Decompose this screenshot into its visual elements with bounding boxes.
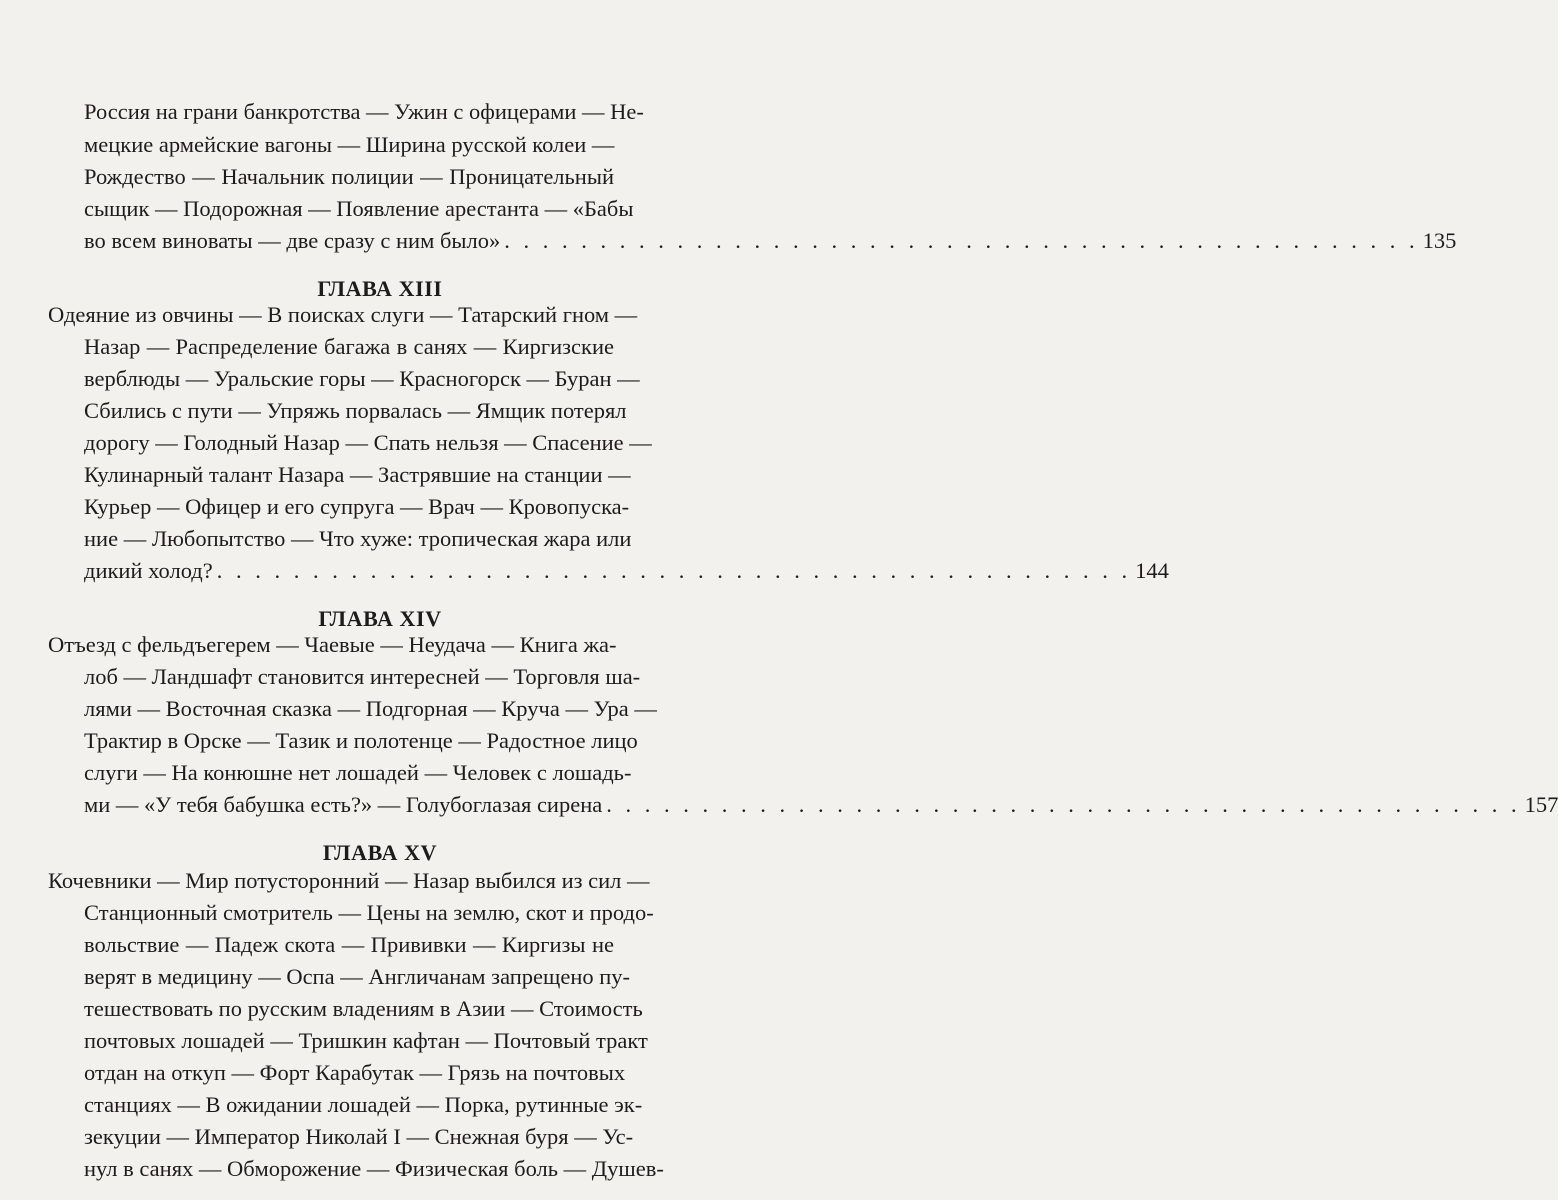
toc-line: дорогу — Голодный Назар — Спать нельзя — Спасение —	[84, 430, 652, 455]
toc-line: ние — Любопытство — Что хуже: тропическая жара или	[84, 526, 632, 551]
toc-line: лями — Восточная сказка — Подгорная — Круча — Ура —	[84, 696, 657, 721]
dot-leader: . . . . . . . . . . . . . . . . . . . . . . . . . . . . . . . . . . . . . . . . . . . . . . . .	[606, 792, 1521, 817]
toc-line: сыщик — Подорожная — Появление арестанта — «Бабы	[84, 196, 634, 221]
toc-line: Курьер — Офицер и его супруга — Врач — Кровопуска-	[84, 494, 630, 519]
toc-line: станциях — В ожидании лошадей — Порка, рутинные эк-	[84, 1092, 643, 1117]
chapter-heading: ГЛАВА XV	[322, 840, 438, 865]
toc-line: дикий холод?	[84, 558, 213, 583]
toc-line: вольствие — Падеж скота — Прививки — Киргизы не	[84, 932, 614, 957]
toc-line: верблюды — Уральские горы — Красногорск — Буран —	[84, 366, 640, 391]
dot-leader: . . . . . . . . . . . . . . . . . . . . . . . . . . . . . . . . . . . . . . . . . . . . . . . .	[216, 558, 1132, 583]
toc-line: мецкие армейские вагоны — Ширина русской колеи —	[84, 132, 615, 157]
toc-line: Кулинарный талант Назара — Застрявшие на станции —	[84, 462, 631, 487]
page-number: 144	[1135, 558, 1169, 583]
toc-line: Сбились с пути — Упряжь порвалась — Ямщик потерял	[84, 398, 627, 423]
toc-line: Кочевники — Мир потусторонний — Назар выбился из сил —	[48, 868, 650, 893]
toc-line: Назар — Распределение багажа в санях — Киргизские	[84, 334, 614, 359]
toc-line: Трактир в Орске — Тазик и полотенце — Радостное лицо	[84, 728, 638, 753]
dot-leader: . . . . . . . . . . . . . . . . . . . . . . . . . . . . . . . . . . . . . . . . . . . . . . . .	[504, 228, 1419, 253]
page-number: 157	[1524, 792, 1558, 817]
toc-line: Рождество — Начальник полиции — Проницательный	[84, 164, 614, 189]
toc-entry-last-line	[84, 790, 1558, 820]
toc-line: зекуции — Император Николай I — Снежная буря — Ус-	[84, 1124, 634, 1149]
toc-line: отдан на откуп — Форт Карабутак — Грязь на почтовых	[84, 1060, 626, 1085]
toc-line: Станционный смотритель — Цены на землю, скот и продо-	[84, 900, 654, 925]
toc-line: почтовых лошадей — Тришкин кафтан — Почтовый тракт	[84, 1028, 648, 1053]
toc-line: Одеяние из овчины — В поисках слуги — Татарский гном —	[48, 302, 638, 327]
toc-line: лоб — Ландшафт становится интересней — Торговля ша-	[84, 664, 641, 689]
page-number: 135	[1422, 228, 1457, 253]
toc-line: Отъезд с фельдъегерем — Чаевые — Неудача — Книга жа-	[48, 632, 617, 657]
chapter-heading: ГЛАВА XIV	[318, 606, 442, 631]
toc-line: во всем виноваты — две сразу с ним было»	[84, 228, 501, 253]
toc-line: верят в медицину — Оспа — Англичанам запрещено пу-	[84, 964, 631, 989]
toc-line: ми — «У тебя бабушка есть?» — Голубоглазая сирена	[84, 792, 603, 817]
toc-line: нул в санях — Обморожение — Физическая боль — Душев-	[84, 1156, 664, 1181]
toc-line: Россия на грани банкротства — Ужин с офицерами — Не-	[84, 99, 644, 124]
toc-line: слуги — На конюшне нет лошадей — Человек с лошадь-	[84, 760, 632, 785]
toc-line: тешествовать по русским владениям в Азии — Стоимость	[84, 996, 643, 1021]
toc-entry-last-line	[84, 226, 1457, 256]
toc-entry-last-line	[84, 556, 1169, 586]
chapter-heading: ГЛАВА XIII	[317, 276, 443, 301]
